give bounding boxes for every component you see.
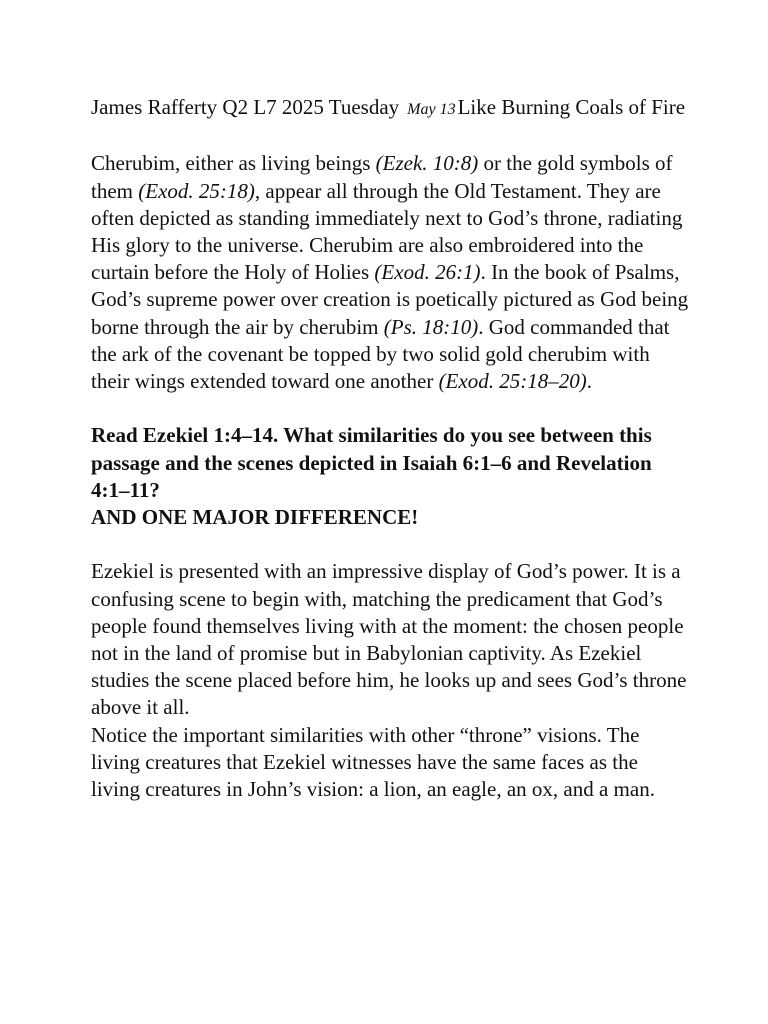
scripture-reference: (Exod. 25:18) xyxy=(138,178,255,203)
title-end: Like Burning Coals of Fire xyxy=(457,95,686,119)
paragraph-text: . God commanded that the ark of the covenant be topped by two solid gold cherubim with their wings extended toward one another xyxy=(91,314,670,394)
study-question xyxy=(91,422,691,531)
paragraph-text: , appear all through the Old Testament. They are often depicted as standing immediately next to God’s throne, radiating His glory to the universe. Cherubim are also embroidered into the curtain before the Holy of Holies xyxy=(91,178,683,285)
document-body xyxy=(91,94,691,803)
paragraph-text: or the gold symbols of them xyxy=(91,151,673,203)
document-title xyxy=(91,94,691,123)
paragraph-text: . In the book of Psalms, God’s supreme power over creation is poetically pictured as God being borne through the air by cherubim xyxy=(91,260,689,339)
throne-visions-paragraph: Notice the important similarities with other “throne” visions. The living creatures that Ezekiel witnesses have the same faces as the living creatures in John’s vision: a lion, an eagle, an ox, and a man. xyxy=(91,722,655,802)
scripture-reference: (Exod. 26:1) xyxy=(374,260,481,285)
scripture-reference: (Ps. 18:10) xyxy=(383,314,479,339)
scripture-reference: (Ezek. 10:8) xyxy=(375,151,479,176)
title-start: James Rafferty Q2 L7 2025 Tuesday xyxy=(91,95,400,119)
paragraph-text: Cherubim, either as living beings xyxy=(91,151,376,176)
title-date: May 13 xyxy=(407,101,456,118)
scripture-reference: (Exod. 25:18–20) xyxy=(438,369,587,394)
question-emphasis: AND ONE MAJOR DIFFERENCE! xyxy=(91,505,419,530)
ezekiel-paragraph: Ezekiel is presented with an impressive display of God’s power. It is a confusing scene to begin with, matching the predicament that God’s people found themselves living with at the moment: the chosen people not in the land of promise but in Babylonian captivity. As Ezekiel studies the scene placed before him, he looks up and sees God’s throne above it all. xyxy=(91,559,687,720)
question-text: Read Ezekiel 1:4–14. What similarities do you see between this passage and the scenes depicted in Isaiah 6:1–6 and Revelation 4:1–11? xyxy=(91,423,652,502)
paragraph-text: . xyxy=(586,369,592,394)
cherubim-paragraph xyxy=(91,150,691,395)
